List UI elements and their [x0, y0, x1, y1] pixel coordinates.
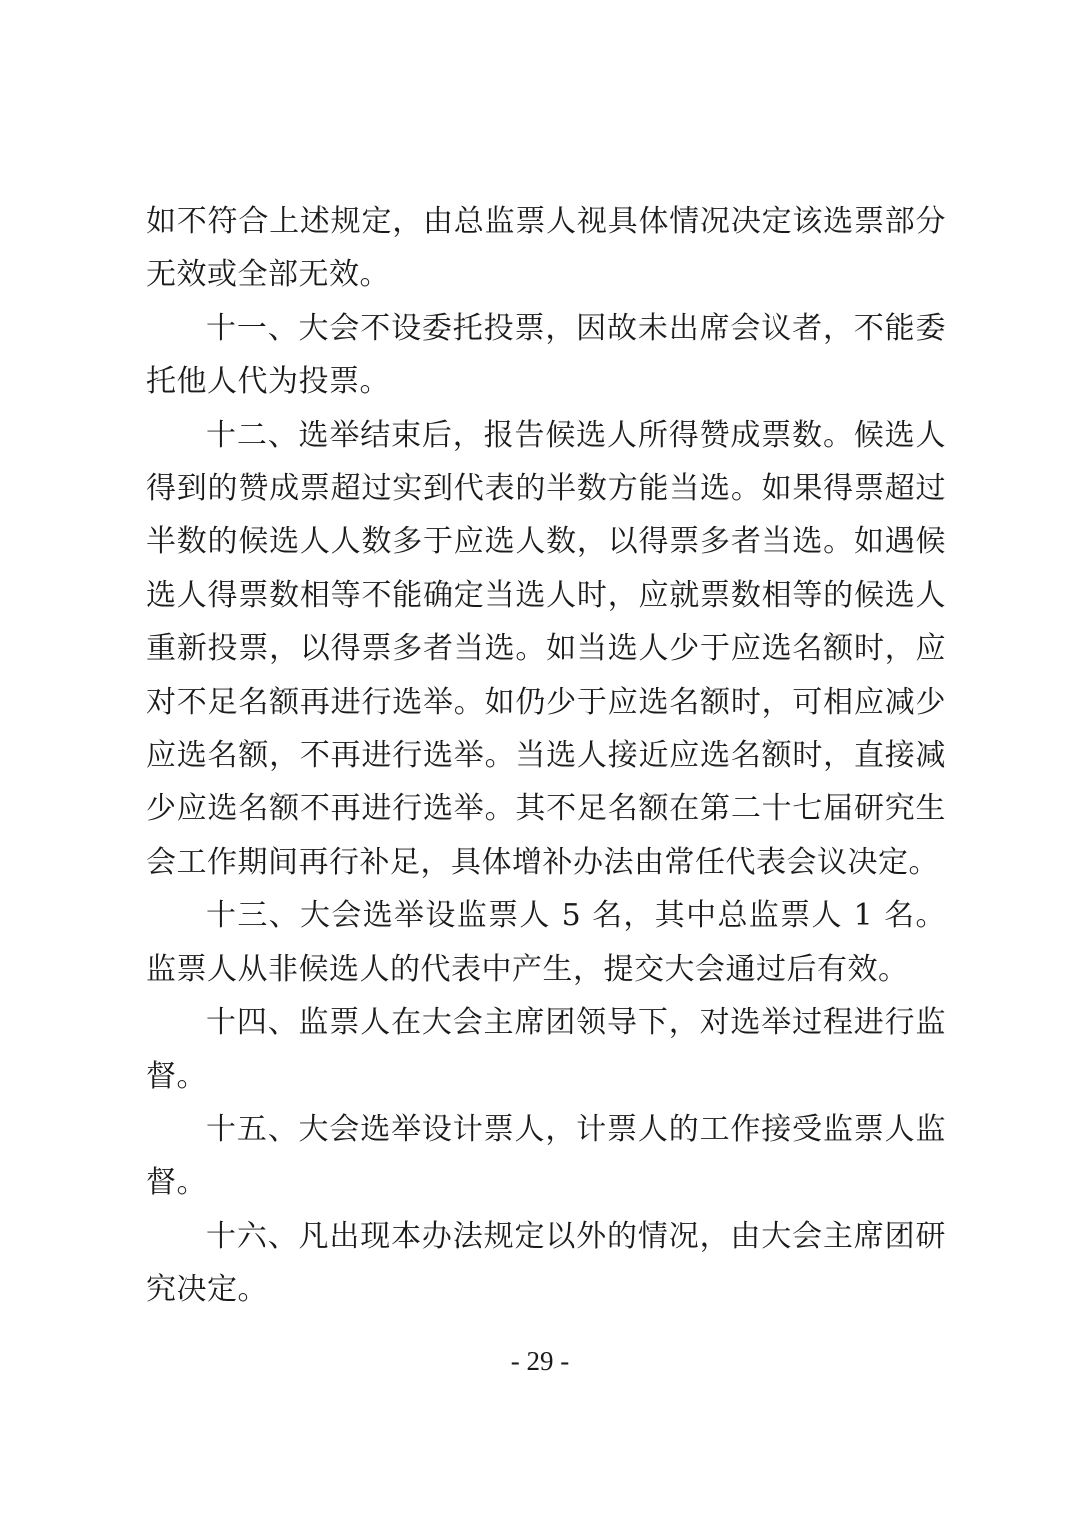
paragraph-article-15: 十五、大会选举设计票人，计票人的工作接受监票人监督。 [146, 1111, 946, 1201]
paragraph-article-11: 十一、大会不设委托投票，因故未出席会议者，不能委托他人代为投票。 [146, 310, 946, 400]
paragraph-article-14: 十四、监票人在大会主席团领导下，对选举过程进行监督。 [146, 1005, 946, 1094]
document-body [146, 195, 946, 1317]
paragraph-article-13: 十三、大会选举设监票人 5 名，其中总监票人 1 名。监票人从非候选人的代表中产生，提交大会通过后有效。 [146, 898, 946, 987]
paragraph-article-16: 十六、凡出现本办法规定以外的情况，由大会主席团研究决定。 [146, 1218, 946, 1308]
paragraph-continuation: 如不符合上述规定，由总监票人视具体情况决定该选票部分无效或全部无效。 [146, 204, 946, 293]
page-number: - 29 - [510, 1346, 570, 1376]
paragraph-article-12: 十二、选举结束后，报告候选人所得赞成票数。候选人得到的赞成票超过实到代表的半数方能当选。如果得票超过半数的候选人人数多于应选人数，以得票多者当选。如遇候选人得票数相等不能确定当选人时，应就票数相等的候选人重新投票，以得票多者当选。如当选人少于应选名额时，应对不足名额再进行选举。如仍少于应选名额时，可相应减少应选名额，不再进行选举。当选人接近应选名额时，直接减少应选名额不再进行选举。其不足名额在第二十七届研究生会工作期间再行补足，具体增补办法由常任代表会议决定。 [146, 417, 946, 880]
